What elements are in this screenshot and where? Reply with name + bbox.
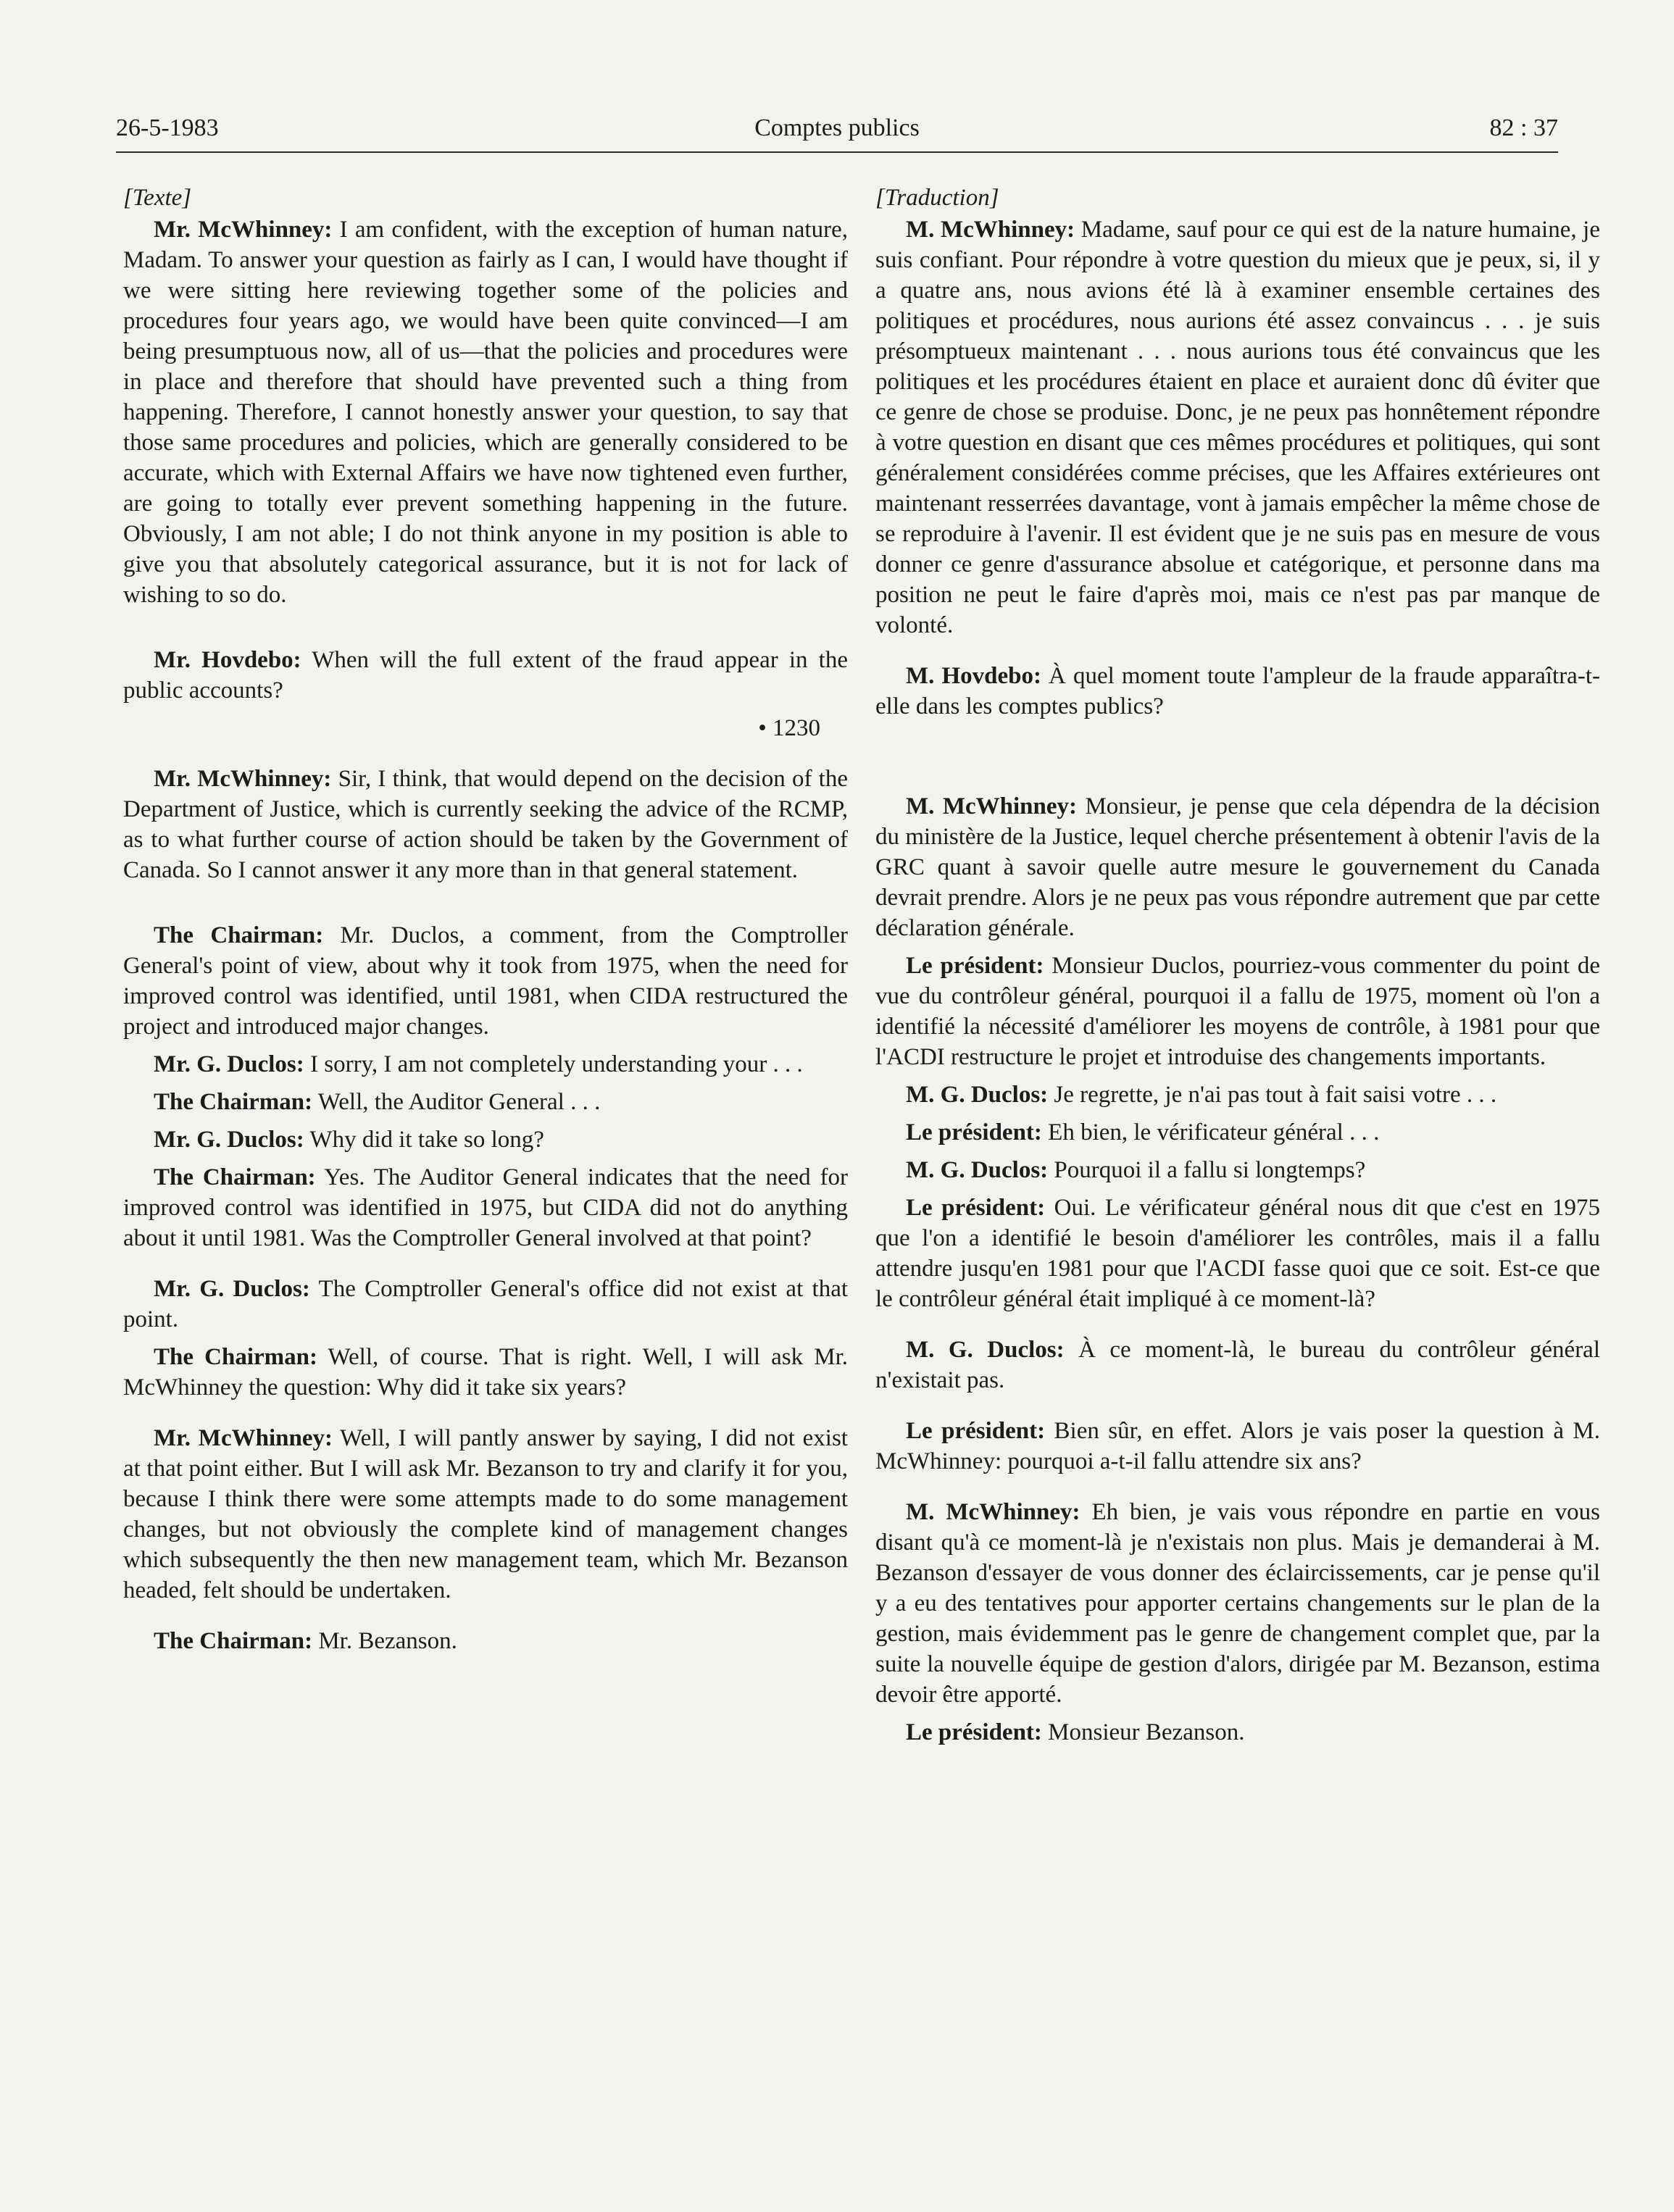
transcript-paragraph xyxy=(123,1162,848,1253)
speaker-name: Le président: xyxy=(906,953,1044,979)
speaker-name: The Chairman: xyxy=(154,1089,313,1115)
speaker-name: Mr. McWhinney: xyxy=(154,1425,333,1451)
transcript-paragraph xyxy=(875,1335,1600,1395)
speaker-name: The Chairman: xyxy=(154,1344,317,1370)
speaker-name: The Chairman: xyxy=(154,1164,316,1190)
speaker-name: M. McWhinney: xyxy=(906,1499,1080,1525)
speaker-name: M. Hovdebo: xyxy=(906,663,1041,689)
speech-text: Yes. The Auditor General indicates that the need for improved control was identified in 1975, but CIDA did not do anything about it until 1981. Was the Comptroller General involved at that point? xyxy=(123,1164,848,1251)
transcript-paragraph xyxy=(875,214,1600,640)
speaker-name: Le président: xyxy=(906,1719,1042,1745)
transcript-paragraph xyxy=(875,1717,1600,1748)
header-date: 26-5-1983 xyxy=(116,114,219,141)
speaker-name: Mr. Hovdebo: xyxy=(154,647,301,673)
transcript-paragraph xyxy=(123,1087,848,1117)
transcript-paragraph xyxy=(875,1416,1600,1477)
speech-text: Eh bien, le vérificateur général . . . xyxy=(1041,1119,1380,1145)
transcript-paragraph xyxy=(875,1117,1600,1148)
left-column xyxy=(123,183,848,1656)
transcript-paragraph xyxy=(123,645,848,706)
speech-text: Mr. Duclos, a comment, from the Comptroller General's point of view, about why it took from 1975, when the need for improved control was identified, until 1981, when CIDA restructured the project and introduced major changes. xyxy=(123,922,849,1040)
transcript-paragraph xyxy=(123,214,848,610)
section-label-traduction: [Traduction] xyxy=(875,185,999,211)
speaker-name: Mr. G. Duclos: xyxy=(154,1127,304,1153)
transcript-paragraph xyxy=(123,1626,848,1656)
speech-text: Monsieur Duclos, pourriez-vous commenter du point de vue du contrôleur général, pourquoi il a fallu de 1975, moment où l'on a identifié la nécessité d'améliorer les moyens de contrôle, à 1981 pour que l'ACDI restructure le projet et introduise des changements importants. xyxy=(875,953,1600,1070)
speaker-name: Le président: xyxy=(906,1418,1046,1444)
header-page-number: 82 : 37 xyxy=(1489,114,1558,141)
speech-text: I am confident, with the exception of human nature, Madam. To answer your question as fairly as I can, I would have thought if we were sitting here reviewing together some of the policies and procedures four years ago, we would have been quite convinced—I am being presumptuous now, all of us—that the policies and procedures were in place and therefore that should have prevented such a thing from happening. Therefore, I cannot honestly answer your question, to say that those same procedures and policies, which are generally considered to be accurate, which with External Affairs we have now tightened even further, are going to totally ever prevent something happening in the future. Obviously, I am not able; I do not think anyone in my position is able to give you that absolutely categorical assurance, but it is not for lack of wishing to so do. xyxy=(123,217,848,608)
right-column xyxy=(875,183,1600,1748)
speech-text: Mr. Bezanson. xyxy=(312,1628,457,1654)
speaker-name: The Chairman: xyxy=(154,1628,313,1654)
page-header xyxy=(116,109,1558,152)
transcript-paragraph xyxy=(123,1049,848,1080)
speech-text: Sir, I think, that would depend on the decision of the Department of Justice, which is currently seeking the advice of the RCMP, as to what further course of action should be taken by the Government of Canada. So I cannot answer it any more than in that general statement. xyxy=(123,766,848,883)
speaker-name: M. G. Duclos: xyxy=(906,1337,1065,1363)
transcript-paragraph xyxy=(875,1497,1600,1710)
speech-text: Well, the Auditor General . . . xyxy=(312,1089,601,1115)
speaker-name: M. McWhinney: xyxy=(906,217,1075,243)
transcript-paragraph xyxy=(123,764,848,885)
speech-text: Bien sûr, en effet. Alors je vais poser la question à M. McWhinney: pourquoi a-t-il fallu attendre six ans? xyxy=(875,1418,1601,1474)
speech-text: Well, of course. That is right. Well, I will ask Mr. McWhinney the question: Why did it take six years? xyxy=(123,1344,848,1401)
speaker-name: M. G. Duclos: xyxy=(906,1082,1049,1108)
speaker-name: M. McWhinney: xyxy=(906,793,1077,819)
transcript-paragraph xyxy=(875,951,1600,1072)
time-marker: • 1230 xyxy=(758,715,820,741)
speech-text: À quel moment toute l'ampleur de la fraude apparaîtra-t-elle dans les comptes publics? xyxy=(875,663,1600,719)
speech-text: When will the full extent of the fraud appear in the public accounts? xyxy=(123,647,849,704)
speech-text: I sorry, I am not completely understanding your . . . xyxy=(304,1051,803,1077)
transcript-paragraph xyxy=(875,1155,1600,1185)
speech-text: Madame, sauf pour ce qui est de la nature humaine, je suis confiant. Pour répondre à votre question du mieux que je peux, si, il y a quatre ans, nous avions été là à examiner ensemble certaines des politiques et procédures, nous aurions été assez convaincus . . . je suis présomptueux maintenant . . . nous aurions tous été convaincus que les politiques et les procédures étaient en place et auraient donc dû éviter que ce genre de chose se produise. Donc, je ne peux pas honnêtement répondre à votre question en disant que ces mêmes procédures et politiques, qui sont généralement considérées comme précises, que les Affaires extérieures ont maintenant resserrées davantage, vont à jamais empêcher la même chose de se reproduire à l'avenir. Il est évident que je ne suis pas en mesure de vous donner ce genre d'assurance absolue et catégorique, et personne dans ma position ne peut le faire d'après moi, mais ce n'est pas par manque de volonté. xyxy=(875,217,1600,638)
speech-text: Monsieur, je pense que cela dépendra de la décision du ministère de la Justice, lequel cherche présentement à obtenir l'avis de la GRC quant à savoir quelle autre mesure le gouvernement du Canada devrait prendre. Alors je ne peux pas vous répondre autrement que par cette déclaration générale. xyxy=(875,793,1600,941)
transcript-paragraph xyxy=(875,1080,1600,1110)
speech-text: Monsieur Bezanson. xyxy=(1041,1719,1245,1745)
header-rule xyxy=(116,151,1558,153)
speaker-name: Mr. G. Duclos: xyxy=(154,1051,304,1077)
speech-text: Oui. Le vérificateur général nous dit que c'est en 1975 que l'on a identifié le besoin d'améliorer les contrôles, mais il a fallu attendre jusqu'en 1981 pour que l'ACDI fasse quoi que ce soit. Est-ce que le contrôleur général était impliqué à ce moment-là? xyxy=(875,1195,1600,1312)
transcript-paragraph xyxy=(123,1423,848,1606)
section-label-texte: [Texte] xyxy=(123,185,192,211)
speech-text: Pourquoi il a fallu si longtemps? xyxy=(1048,1157,1366,1183)
transcript-paragraph xyxy=(123,1124,848,1155)
speaker-name: Le président: xyxy=(906,1119,1042,1145)
transcript-paragraph xyxy=(875,791,1600,943)
speech-text: À ce moment-là, le bureau du contrôleur général n'existait pas. xyxy=(875,1337,1600,1393)
speaker-name: Le président: xyxy=(906,1195,1046,1221)
transcript-paragraph xyxy=(123,920,848,1042)
speaker-name: Mr. G. Duclos: xyxy=(154,1276,310,1302)
speech-text: Eh bien, je vais vous répondre en partie en vous disant qu'à ce moment-là je n'existais non plus. Mais je demanderai à M. Bezanson d'essayer de vous donner des éclaircissements, car je pense qu'il y a eu des tentatives pour apporter certains changements sur le plan de la gestion, mais évidemment pas le genre de changement complet que, par la suite la nouvelle équipe de gestion d'alors, dirigée par M. Bezanson, estima devoir être apporté. xyxy=(875,1499,1600,1708)
transcript-paragraph xyxy=(875,1193,1600,1314)
speech-text: Well, I will pantly answer by saying, I did not exist at that point either. But I will ask Mr. Bezanson to try and clarify it for you, because I think there were some attempts made to do some management changes, but not obviously the complete kind of management changes which subsequently the then new management team, which Mr. Bezanson headed, felt should be undertaken. xyxy=(123,1425,848,1603)
speaker-name: M. G. Duclos: xyxy=(906,1157,1049,1183)
header-title: Comptes publics xyxy=(754,114,920,141)
speech-text: The Comptroller General's office did not exist at that point. xyxy=(123,1276,849,1332)
transcript-paragraph xyxy=(123,1274,848,1335)
transcript-paragraph xyxy=(875,661,1600,722)
speaker-name: The Chairman: xyxy=(154,922,324,948)
transcript-paragraph xyxy=(123,1342,848,1403)
speech-text: Why did it take so long? xyxy=(304,1127,544,1153)
speaker-name: Mr. McWhinney: xyxy=(154,217,333,243)
speaker-name: Mr. McWhinney: xyxy=(154,766,332,792)
speech-text: Je regrette, je n'ai pas tout à fait saisi votre . . . xyxy=(1048,1082,1497,1108)
